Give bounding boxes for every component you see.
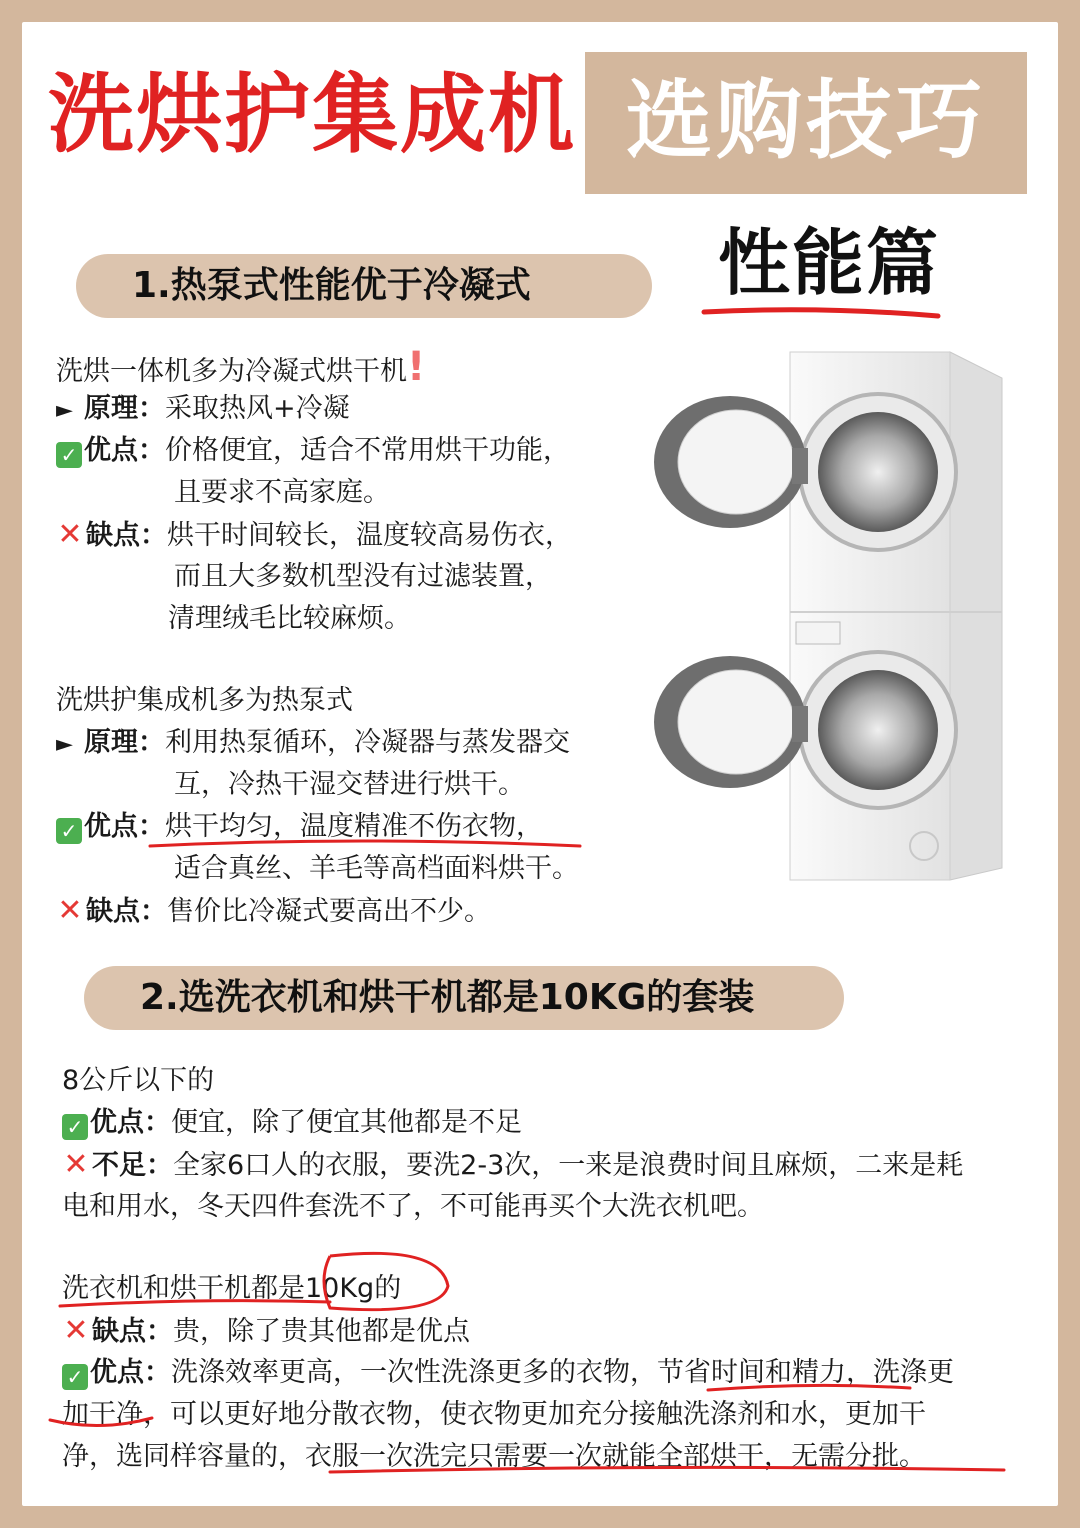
intro2-underline — [60, 1301, 330, 1306]
pro-label: 优点： — [90, 1357, 171, 1388]
triangle-icon: ► — [56, 732, 73, 757]
section1-heading: 1.热泵式性能优于冷凝式 — [76, 254, 652, 318]
s2-con-text: 贵，除了贵其他都是优点 — [173, 1316, 470, 1347]
check-icon: ✓ — [56, 442, 82, 468]
sub-title: 性能篇 — [718, 221, 941, 305]
con1-text: 烘干时间较长，温度较高易伤衣， — [167, 520, 572, 551]
principle1-text: 采取热风+冷凝 — [165, 393, 350, 424]
pro-label: 优点： — [84, 811, 165, 842]
cross-icon: ✕ — [57, 517, 83, 552]
title-badge-text: 选购技巧 — [626, 71, 986, 171]
exclaim-icon: ! — [407, 344, 426, 390]
section2-intro1: 8公斤以下的 — [62, 1065, 215, 1096]
con-label: 缺点： — [92, 1316, 173, 1347]
onetime-underline — [330, 1467, 1004, 1472]
triangle-icon: ► — [56, 398, 73, 423]
pro1-line2: 且要求不高家庭。 — [174, 477, 390, 508]
principle2-text: 利用热泵循环，冷凝器与蒸发器交 — [165, 727, 570, 758]
save-time-underline — [708, 1385, 910, 1390]
cross-icon: ✕ — [63, 1313, 89, 1348]
subtitle-underline — [704, 310, 938, 316]
principle-label: 原理： — [84, 393, 165, 424]
intro1-text: 洗烘一体机多为冷凝式烘干机 — [56, 356, 407, 387]
10kg-circle — [324, 1253, 448, 1309]
principle-label: 原理： — [84, 727, 165, 758]
s2-pro2-text: 洗涤效率更高，一次性洗涤更多的衣物，节省时间和精力，洗涤更 — [171, 1357, 954, 1388]
con1-line2: 而且大多数机型没有过滤装置， — [174, 561, 552, 592]
check-icon: ✓ — [62, 1114, 88, 1140]
pro2-line2: 适合真丝、羊毛等高档面料烘干。 — [174, 853, 579, 884]
pro2-text: 烘干均匀，温度精准不伤衣物， — [165, 811, 543, 842]
intro2-text-b: 10Kg的 — [305, 1273, 402, 1304]
intro2-text-a: 洗衣机和烘干机都是 — [62, 1273, 305, 1304]
s2-pro2-line2: 加干净，可以更好地分散衣物，使衣物更加充分接触洗涤剂和水，更加干 — [62, 1399, 926, 1430]
con1-line3: 清理绒毛比较麻烦。 — [168, 603, 411, 634]
pro2-underline — [150, 841, 580, 846]
s2-pro2-line3: 净，选同样容量的，衣服一次洗完只需要一次就能全部烘干，无需分批。 — [62, 1441, 926, 1472]
main-title: 洗烘护集成机 — [48, 65, 576, 165]
con-label: 缺点： — [86, 520, 167, 551]
cross-icon: ✕ — [63, 1147, 89, 1182]
pro1-text: 价格便宜，适合不常用烘干功能， — [165, 435, 570, 466]
clean-underline — [50, 1418, 152, 1426]
pro-label: 优点： — [84, 435, 165, 466]
pro-label: 优点： — [90, 1107, 171, 1138]
section1-intro2: 洗烘护集成机多为热泵式 — [56, 685, 353, 716]
s2-shortage-line2: 电和用水，冬天四件套洗不了，不可能再买个大洗衣机吧。 — [62, 1191, 764, 1222]
section2-heading: 2.选洗衣机和烘干机都是10KG的套装 — [84, 966, 844, 1030]
cross-icon: ✕ — [57, 893, 83, 928]
check-icon: ✓ — [62, 1364, 88, 1390]
shortage-label: 不足： — [92, 1150, 173, 1181]
s2-shortage-text: 全家6口人的衣服，要洗2-3次，一来是浪费时间且麻烦，二来是耗 — [173, 1150, 964, 1181]
con-label: 缺点： — [86, 896, 167, 927]
principle2-line2: 互，冷热干湿交替进行烘干。 — [174, 769, 525, 800]
con2-text: 售价比冷凝式要高出不少。 — [167, 896, 491, 927]
check-icon: ✓ — [56, 818, 82, 844]
s2-pro1-text: 便宜，除了便宜其他都是不足 — [171, 1107, 522, 1138]
